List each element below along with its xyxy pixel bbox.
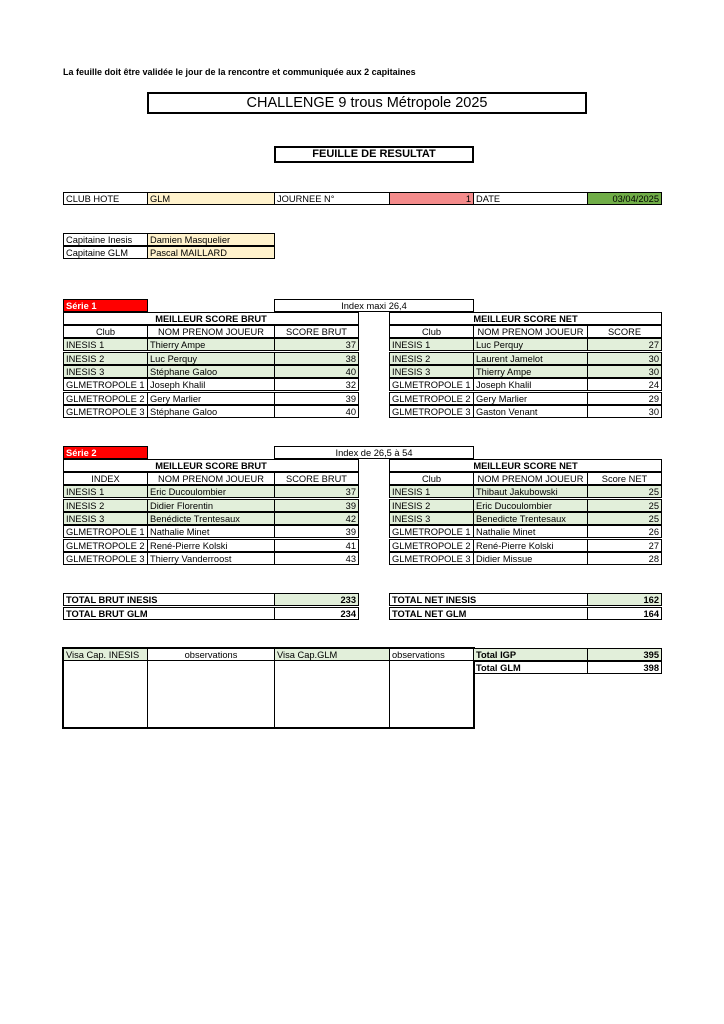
serie1-net-player: Thierry Ampe xyxy=(473,365,588,378)
date-label: DATE xyxy=(473,192,588,205)
serie2-brut-player: Benédicte Trentesaux xyxy=(147,512,275,525)
serie2-net-player: Nathalie Minet xyxy=(473,525,588,538)
date-value: 03/04/2025 xyxy=(587,192,662,205)
serie1-net-player: Gery Marlier xyxy=(473,392,588,405)
serie1-net-club: INESIS 3 xyxy=(389,365,474,378)
serie1-brut-club: GLMETROPOLE 3 xyxy=(63,405,148,418)
serie2-brut-player: Nathalie Minet xyxy=(147,525,275,538)
serie1-net-score: 30 xyxy=(587,365,662,378)
serie2-net-score: 27 xyxy=(587,539,662,552)
page-title: CHALLENGE 9 trous Métropole 2025 xyxy=(147,92,587,114)
serie2-net-col-header: Club xyxy=(389,472,474,485)
serie2-net-club: INESIS 2 xyxy=(389,499,474,512)
total-net-glm-value: 164 xyxy=(587,607,662,620)
serie1-brut-player: Luc Perquy xyxy=(147,352,275,365)
serie1-brut-score: 37 xyxy=(274,338,359,351)
notice-text: La feuille doit être validée le jour de la rencontre et communiquée aux 2 capitaines xyxy=(63,67,416,77)
total-brut-inesis-label: TOTAL BRUT INESIS xyxy=(63,593,275,606)
observations-1-label: observations xyxy=(147,648,275,661)
serie1-brut-club: GLMETROPOLE 1 xyxy=(63,378,148,391)
serie2-net-score: 26 xyxy=(587,525,662,538)
serie2-brut-player: Thierry Vanderroost xyxy=(147,552,275,565)
captain-inesis-value: Damien Masquelier xyxy=(147,233,275,246)
serie2-brut-col-header: INDEX xyxy=(63,472,148,485)
sheet-subtitle: FEUILLE DE RESULTAT xyxy=(274,146,474,163)
serie2-brut-club: INESIS 2 xyxy=(63,499,148,512)
serie1-net-club: INESIS 1 xyxy=(389,338,474,351)
serie2-net-player: René-Pierre Kolski xyxy=(473,539,588,552)
serie2-net-club: INESIS 1 xyxy=(389,485,474,498)
serie2-net-club: GLMETROPOLE 1 xyxy=(389,525,474,538)
journee-label: JOURNEE N° xyxy=(274,192,390,205)
serie2-brut-score: 39 xyxy=(274,525,359,538)
serie1-net-club: GLMETROPOLE 3 xyxy=(389,405,474,418)
serie2-brut-score: 37 xyxy=(274,485,359,498)
serie1-net-player: Gaston Venant xyxy=(473,405,588,418)
serie1-brut-col-header: SCORE BRUT xyxy=(274,325,359,338)
serie1-brut-player: Joseph Khalil xyxy=(147,378,275,391)
serie2-brut-title: MEILLEUR SCORE BRUT xyxy=(63,459,359,472)
serie1-net-club: INESIS 2 xyxy=(389,352,474,365)
serie2-brut-col-header: NOM PRENOM JOUEUR xyxy=(147,472,275,485)
serie1-net-score: 24 xyxy=(587,378,662,391)
serie2-brut-score: 39 xyxy=(274,499,359,512)
serie2-net-player: Thibaut Jakubowski xyxy=(473,485,588,498)
serie2-net-score: 25 xyxy=(587,485,662,498)
serie2-label: Série 2 xyxy=(63,446,148,459)
serie1-brut-title: MEILLEUR SCORE BRUT xyxy=(63,312,359,325)
serie2-net-club: INESIS 3 xyxy=(389,512,474,525)
journee-value: 1 xyxy=(389,192,474,205)
serie1-net-club: GLMETROPOLE 1 xyxy=(389,378,474,391)
serie2-index: Index de 26,5 à 54 xyxy=(274,446,474,459)
serie1-brut-col-header: NOM PRENOM JOUEUR xyxy=(147,325,275,338)
serie1-net-score: 30 xyxy=(587,352,662,365)
serie1-net-score: 29 xyxy=(587,392,662,405)
serie1-net-player: Luc Perquy xyxy=(473,338,588,351)
observations-2-label: observations xyxy=(389,648,474,661)
visa-cap-glm-label: Visa Cap.GLM xyxy=(274,648,390,661)
total-brut-glm-value: 234 xyxy=(274,607,359,620)
captain-glm-label: Capitaine GLM xyxy=(63,246,148,259)
serie2-brut-club: INESIS 3 xyxy=(63,512,148,525)
serie1-brut-score: 39 xyxy=(274,392,359,405)
club-hote-value: GLM xyxy=(147,192,275,205)
serie2-net-player: Benedicte Trentesaux xyxy=(473,512,588,525)
total-brut-inesis-value: 233 xyxy=(274,593,359,606)
serie2-net-player: Didier Missue xyxy=(473,552,588,565)
serie1-net-col-header: Club xyxy=(389,325,474,338)
serie2-net-club: GLMETROPOLE 3 xyxy=(389,552,474,565)
serie1-brut-score: 32 xyxy=(274,378,359,391)
total-net-inesis-value: 162 xyxy=(587,593,662,606)
serie2-brut-score: 42 xyxy=(274,512,359,525)
serie1-brut-player: Gery Marlier xyxy=(147,392,275,405)
serie2-brut-club: INESIS 1 xyxy=(63,485,148,498)
serie2-net-score: 28 xyxy=(587,552,662,565)
serie1-net-score: 30 xyxy=(587,405,662,418)
serie2-net-club: GLMETROPOLE 2 xyxy=(389,539,474,552)
serie1-brut-player: Thierry Ampe xyxy=(147,338,275,351)
serie2-net-col-header: Score NET xyxy=(587,472,662,485)
total-brut-glm-label: TOTAL BRUT GLM xyxy=(63,607,275,620)
total-igp-value: 395 xyxy=(587,648,662,661)
serie1-brut-score: 38 xyxy=(274,352,359,365)
serie2-brut-score: 43 xyxy=(274,552,359,565)
visa-frame-border xyxy=(62,647,475,729)
serie1-brut-club: INESIS 2 xyxy=(63,352,148,365)
serie2-brut-player: Didier Florentin xyxy=(147,499,275,512)
serie1-brut-score: 40 xyxy=(274,405,359,418)
serie2-brut-club: GLMETROPOLE 1 xyxy=(63,525,148,538)
serie1-brut-club: GLMETROPOLE 2 xyxy=(63,392,148,405)
total-net-glm-label: TOTAL NET GLM xyxy=(389,607,588,620)
total-glm-value: 398 xyxy=(587,661,662,674)
captain-inesis-label: Capitaine Inesis xyxy=(63,233,148,246)
serie1-brut-col-header: Club xyxy=(63,325,148,338)
captain-glm-value: Pascal MAILLARD xyxy=(147,246,275,259)
serie2-net-player: Eric Ducoulombier xyxy=(473,499,588,512)
serie1-index: Index maxi 26,4 xyxy=(274,299,474,312)
club-hote-label: CLUB HOTE xyxy=(63,192,148,205)
serie2-net-score: 25 xyxy=(587,499,662,512)
serie2-brut-player: Eric Ducoulombier xyxy=(147,485,275,498)
serie2-brut-col-header: SCORE BRUT xyxy=(274,472,359,485)
serie1-label: Série 1 xyxy=(63,299,148,312)
serie1-net-player: Joseph Khalil xyxy=(473,378,588,391)
serie1-brut-player: Stéphane Galoo xyxy=(147,365,275,378)
serie2-brut-club: GLMETROPOLE 3 xyxy=(63,552,148,565)
serie2-net-score: 25 xyxy=(587,512,662,525)
serie1-net-col-header: NOM PRENOM JOUEUR xyxy=(473,325,588,338)
serie1-net-col-header: SCORE xyxy=(587,325,662,338)
serie2-brut-club: GLMETROPOLE 2 xyxy=(63,539,148,552)
visa-cap-inesis-label: Visa Cap. INESIS xyxy=(63,648,148,661)
serie1-brut-club: INESIS 3 xyxy=(63,365,148,378)
serie1-brut-club: INESIS 1 xyxy=(63,338,148,351)
serie1-net-club: GLMETROPOLE 2 xyxy=(389,392,474,405)
serie2-brut-score: 41 xyxy=(274,539,359,552)
serie2-brut-player: René-Pierre Kolski xyxy=(147,539,275,552)
serie1-net-player: Laurent Jamelot xyxy=(473,352,588,365)
total-glm-label: Total GLM xyxy=(473,661,588,674)
serie1-net-title: MEILLEUR SCORE NET xyxy=(389,312,662,325)
serie1-brut-player: Stéphane Galoo xyxy=(147,405,275,418)
serie2-net-col-header: NOM PRENOM JOUEUR xyxy=(473,472,588,485)
total-net-inesis-label: TOTAL NET INESIS xyxy=(389,593,588,606)
serie2-net-title: MEILLEUR SCORE NET xyxy=(389,459,662,472)
serie1-net-score: 27 xyxy=(587,338,662,351)
total-igp-label: Total IGP xyxy=(473,648,588,661)
serie1-brut-score: 40 xyxy=(274,365,359,378)
